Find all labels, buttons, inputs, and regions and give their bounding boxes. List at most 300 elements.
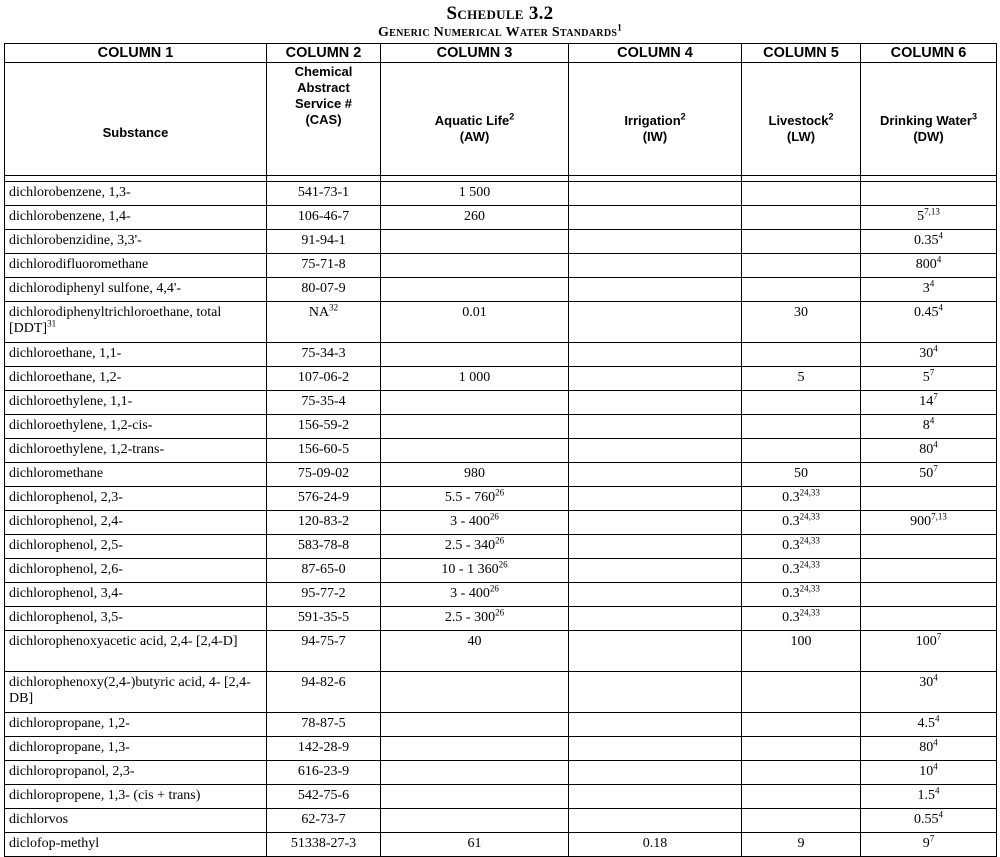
cas-cell-value: 78-87-5	[301, 716, 346, 731]
livestock-cell	[742, 415, 861, 439]
livestock-cell	[742, 672, 861, 713]
substance-cell	[5, 206, 267, 230]
table-row	[5, 672, 997, 713]
cas-cell-value: 94-75-7	[301, 634, 346, 649]
cas-cell	[267, 343, 381, 367]
drinking-water-cell-footnote: 4	[933, 737, 938, 748]
substance-cell-value: dichlorodiphenyltrichloroethane, total [DDT]	[9, 305, 222, 336]
title-block	[0, 0, 1000, 41]
aquatic-life-cell	[381, 511, 569, 535]
aquatic-life-cell	[381, 206, 569, 230]
drinking-water-cell-footnote: 7	[936, 631, 942, 642]
cas-cell-value: 75-71-8	[301, 257, 346, 272]
livestock-cell	[742, 391, 861, 415]
drinking-water-cell-footnote: 4	[929, 278, 935, 289]
page-subtitle-footnote: 1	[617, 22, 623, 33]
cas-cell	[267, 535, 381, 559]
livestock-cell	[742, 302, 861, 343]
table-row	[5, 343, 997, 367]
drinking-water-cell-value: 30	[919, 346, 934, 361]
drinking-water-cell-footnote: 4	[938, 809, 943, 820]
aquatic-life-cell	[381, 713, 569, 737]
cas-cell-value: 106-46-7	[297, 209, 350, 224]
aquatic-life-cell	[381, 182, 569, 206]
table-row	[5, 511, 997, 535]
column-6-header: COLUMN 6	[861, 44, 997, 63]
livestock-label	[745, 113, 857, 129]
cas-cell	[267, 278, 381, 302]
cas-cell-value: 75-35-4	[301, 394, 346, 409]
irrigation-cell	[569, 487, 742, 511]
drinking-water-cell	[861, 391, 997, 415]
irrigation-cell	[569, 713, 742, 737]
substance-cell-value: dichloropropane, 1,3-	[9, 740, 130, 755]
drinking-water-cell-value: 9	[922, 836, 930, 851]
irrigation-cell-value: 0.18	[642, 836, 668, 851]
drinking-water-cell	[861, 672, 997, 713]
drinking-water-cell-footnote: 7,13	[931, 511, 947, 522]
irrigation-cell	[569, 631, 742, 672]
livestock-header	[742, 63, 861, 176]
livestock-cell	[742, 559, 861, 583]
substance-cell-value: dichloropropane, 1,2-	[9, 716, 130, 731]
substance-cell-value: dichlorophenoxyacetic acid, 2,4- [2,4-D]	[9, 634, 238, 649]
drinking-water-cell	[861, 463, 997, 487]
table-row	[5, 254, 997, 278]
livestock-cell-value: 100	[790, 634, 812, 649]
aquatic-life-cell	[381, 761, 569, 785]
aquatic-life-cell-value: 260	[464, 209, 485, 224]
irrigation-cell	[569, 559, 742, 583]
table-body	[5, 182, 997, 857]
drinking-water-footnote: 3	[971, 111, 977, 122]
livestock-cell	[742, 367, 861, 391]
aquatic-life-cell	[381, 535, 569, 559]
drinking-water-cell-footnote: 7	[933, 463, 938, 474]
aquatic-life-cell	[381, 439, 569, 463]
aquatic-life-cell-footnote: 26	[489, 511, 499, 522]
cas-cell-value: 576-24-9	[297, 490, 350, 505]
irrigation-cell	[569, 535, 742, 559]
cas-cell-value: 80-07-9	[301, 281, 346, 296]
livestock-cell-value: 0.3	[782, 586, 800, 601]
livestock-cell	[742, 182, 861, 206]
cas-header-line: Service #	[294, 96, 353, 111]
table-row	[5, 583, 997, 607]
livestock-cell	[742, 487, 861, 511]
irrigation-cell	[569, 391, 742, 415]
drinking-water-label	[864, 113, 993, 129]
substance-cell	[5, 487, 267, 511]
cas-cell-value: 583-78-8	[297, 538, 350, 553]
table-row	[5, 631, 997, 672]
substance-cell	[5, 182, 267, 206]
substance-cell-value: dichlorobenzene, 1,3-	[9, 185, 131, 200]
livestock-cell-value: 0.3	[782, 490, 800, 505]
cas-cell-value: 107-06-2	[297, 370, 350, 385]
substance-cell	[5, 672, 267, 713]
irrigation-code: (IW)	[642, 129, 668, 144]
substance-cell-value: dichlorobenzene, 1,4-	[9, 209, 131, 224]
drinking-water-cell-footnote: 4	[935, 713, 940, 724]
cas-cell	[267, 391, 381, 415]
livestock-cell	[742, 439, 861, 463]
substance-cell-value: dichloroethylene, 1,1-	[9, 394, 133, 409]
drinking-water-cell	[861, 833, 997, 857]
drinking-water-cell	[861, 583, 997, 607]
livestock-cell	[742, 535, 861, 559]
column-5-header: COLUMN 5	[742, 44, 861, 63]
substance-cell	[5, 761, 267, 785]
aquatic-life-label	[384, 113, 565, 129]
drinking-water-cell	[861, 535, 997, 559]
drinking-water-cell	[861, 415, 997, 439]
cas-cell	[267, 487, 381, 511]
drinking-water-cell	[861, 278, 997, 302]
irrigation-cell	[569, 785, 742, 809]
cas-cell	[267, 785, 381, 809]
livestock-cell-value: 0.3	[782, 562, 800, 577]
livestock-cell	[742, 278, 861, 302]
cas-header-line: Chemical	[294, 64, 353, 79]
drinking-water-cell-value: 0.35	[914, 233, 939, 248]
cas-cell	[267, 182, 381, 206]
livestock-cell	[742, 511, 861, 535]
column-1-header: COLUMN 1	[5, 44, 267, 63]
drinking-water-cell	[861, 809, 997, 833]
substance-cell-value: dichloromethane	[9, 466, 104, 481]
aquatic-life-cell	[381, 737, 569, 761]
drinking-water-code: (DW)	[913, 129, 944, 144]
drinking-water-cell	[861, 254, 997, 278]
substance-cell-value: dichlorvos	[9, 812, 69, 827]
table-row	[5, 391, 997, 415]
drinking-water-cell-footnote: 4	[936, 254, 942, 265]
substance-cell	[5, 809, 267, 833]
drinking-water-cell-value: 5	[922, 370, 930, 385]
substance-cell-value: dichlorodifluoromethane	[9, 257, 149, 272]
aquatic-life-label-text: Aquatic Life	[434, 113, 510, 128]
substance-cell-value: dichloroethane, 1,1-	[9, 346, 122, 361]
irrigation-cell	[569, 230, 742, 254]
cas-cell	[267, 302, 381, 343]
aquatic-life-cell-value: 40	[467, 634, 482, 649]
aquatic-life-cell-value: 3 - 400	[450, 586, 490, 601]
table-row	[5, 559, 997, 583]
drinking-water-cell-footnote: 7,13	[924, 206, 940, 217]
table-row	[5, 302, 997, 343]
livestock-cell	[742, 833, 861, 857]
aquatic-life-cell	[381, 785, 569, 809]
table-row	[5, 182, 997, 206]
aquatic-life-header	[381, 63, 569, 176]
drinking-water-cell	[861, 343, 997, 367]
cas-cell-value: 87-65-0	[301, 562, 346, 577]
livestock-cell	[742, 809, 861, 833]
irrigation-cell	[569, 302, 742, 343]
livestock-cell-value: 9	[797, 836, 805, 851]
table-row	[5, 463, 997, 487]
drinking-water-label-text: Drinking Water	[880, 113, 972, 128]
aquatic-life-cell	[381, 672, 569, 713]
livestock-cell-value: 30	[794, 305, 808, 320]
page-subtitle-text: Generic Numerical Water Standards	[377, 25, 618, 40]
table-row	[5, 761, 997, 785]
substance-cell-value: dichloropropene, 1,3- (cis + trans)	[9, 788, 201, 803]
substance-cell-value: dichloroethylene, 1,2-cis-	[9, 418, 153, 433]
cas-cell	[267, 672, 381, 713]
drinking-water-cell-footnote: 4	[929, 415, 935, 426]
aquatic-life-cell	[381, 343, 569, 367]
drinking-water-cell-value: 4.5	[917, 716, 935, 731]
cas-cell	[267, 809, 381, 833]
substance-cell-value: dichlorobenzidine, 3,3'-	[9, 233, 142, 248]
substance-cell	[5, 833, 267, 857]
substance-cell-value: dichlorophenol, 2,6-	[9, 562, 123, 577]
substance-cell-value: dichlorophenol, 3,4-	[9, 586, 123, 601]
drinking-water-cell	[861, 439, 997, 463]
substance-cell	[5, 367, 267, 391]
column-number-row	[5, 44, 997, 63]
column-3-header: COLUMN 3	[381, 44, 569, 63]
drinking-water-cell-footnote: 7	[933, 391, 938, 402]
irrigation-cell	[569, 206, 742, 230]
substance-cell-value: dichloropropanol, 2,3-	[9, 764, 135, 779]
livestock-cell-footnote: 24,33	[799, 535, 820, 546]
livestock-cell-value: 5	[797, 370, 805, 385]
irrigation-label	[572, 113, 738, 129]
cas-cell-value: 120-83-2	[297, 514, 350, 529]
drinking-water-cell	[861, 737, 997, 761]
drinking-water-cell-value: 900	[910, 514, 932, 529]
aquatic-life-cell	[381, 607, 569, 631]
aquatic-life-footnote: 2	[509, 111, 515, 122]
drinking-water-cell-value: 5	[917, 209, 925, 224]
irrigation-cell	[569, 278, 742, 302]
cas-cell	[267, 631, 381, 672]
cas-cell-value: 616-23-9	[297, 764, 350, 779]
livestock-cell	[742, 230, 861, 254]
page-subtitle	[0, 22, 1000, 41]
irrigation-footnote: 2	[680, 111, 686, 122]
cas-cell-value: 91-94-1	[301, 233, 346, 248]
cas-cell-value: NA	[308, 305, 330, 320]
drinking-water-cell	[861, 761, 997, 785]
column-4-header: COLUMN 4	[569, 44, 742, 63]
irrigation-cell	[569, 672, 742, 713]
substance-cell-footnote: 31	[47, 318, 57, 329]
drinking-water-cell-footnote: 4	[933, 761, 938, 772]
substance-cell	[5, 254, 267, 278]
drinking-water-cell-value: 1.5	[917, 788, 935, 803]
substance-cell	[5, 343, 267, 367]
aquatic-life-cell	[381, 487, 569, 511]
cas-cell-value: 542-75-6	[297, 788, 350, 803]
livestock-cell	[742, 343, 861, 367]
livestock-cell-footnote: 24,33	[799, 511, 820, 522]
livestock-cell-footnote: 24,33	[799, 583, 820, 594]
table-row	[5, 367, 997, 391]
drinking-water-cell-value: 800	[915, 257, 937, 272]
aquatic-life-cell-value: 10 - 1 360	[441, 562, 499, 577]
substance-cell-value: dichlorophenol, 2,3-	[9, 490, 123, 505]
livestock-cell-value: 0.3	[782, 538, 800, 553]
irrigation-cell	[569, 607, 742, 631]
livestock-cell-value: 0.3	[782, 610, 800, 625]
cas-cell-footnote: 32	[329, 302, 339, 313]
cas-cell	[267, 713, 381, 737]
drinking-water-cell-footnote: 4	[938, 302, 943, 313]
irrigation-cell	[569, 583, 742, 607]
irrigation-header	[569, 63, 742, 176]
cas-cell-value: 95-77-2	[301, 586, 346, 601]
irrigation-cell	[569, 511, 742, 535]
substance-cell-value: dichlorophenol, 2,5-	[9, 538, 123, 553]
drinking-water-cell	[861, 631, 997, 672]
aquatic-life-cell	[381, 254, 569, 278]
substance-cell	[5, 463, 267, 487]
aquatic-life-cell-value: 2.5 - 300	[444, 610, 496, 625]
drinking-water-cell-value: 14	[919, 394, 934, 409]
livestock-cell	[742, 761, 861, 785]
aquatic-life-cell	[381, 278, 569, 302]
irrigation-label-text: Irrigation	[624, 113, 681, 128]
column-label-row	[5, 63, 997, 176]
livestock-cell-value: 0.3	[782, 514, 800, 529]
aquatic-life-cell-value: 5.5 - 760	[444, 490, 496, 505]
drinking-water-cell	[861, 713, 997, 737]
irrigation-cell	[569, 415, 742, 439]
drinking-water-cell-value: 80	[919, 442, 934, 457]
aquatic-life-cell-footnote: 26	[489, 583, 499, 594]
drinking-water-cell-footnote: 4	[935, 785, 940, 796]
aquatic-life-cell-value: 980	[464, 466, 485, 481]
substance-cell	[5, 737, 267, 761]
irrigation-cell	[569, 761, 742, 785]
drinking-water-cell-value: 100	[915, 634, 937, 649]
substance-cell	[5, 391, 267, 415]
table-row	[5, 833, 997, 857]
irrigation-cell	[569, 182, 742, 206]
drinking-water-cell	[861, 367, 997, 391]
drinking-water-cell	[861, 206, 997, 230]
cas-header	[267, 63, 381, 176]
substance-cell-value: dichlorophenol, 2,4-	[9, 514, 123, 529]
drinking-water-cell-footnote: 7	[929, 833, 935, 844]
drinking-water-cell	[861, 785, 997, 809]
table-row	[5, 415, 997, 439]
column-2-header: COLUMN 2	[267, 44, 381, 63]
livestock-cell	[742, 737, 861, 761]
cas-cell-value: 156-60-5	[297, 442, 350, 457]
cas-cell-value: 75-09-02	[297, 466, 350, 481]
substance-cell-value: dichloroethylene, 1,2-trans-	[9, 442, 165, 457]
aquatic-life-cell-footnote: 26	[498, 559, 508, 570]
irrigation-cell	[569, 809, 742, 833]
aquatic-life-cell-footnote: 26	[495, 535, 505, 546]
cas-cell	[267, 559, 381, 583]
page-title: Schedule 3.2	[446, 3, 554, 24]
substance-cell	[5, 511, 267, 535]
drinking-water-cell	[861, 230, 997, 254]
aquatic-life-code: (AW)	[459, 129, 490, 144]
aquatic-life-cell	[381, 391, 569, 415]
table-row	[5, 713, 997, 737]
drinking-water-cell-footnote: 4	[933, 343, 938, 354]
substance-cell-value: dichlorodiphenyl sulfone, 4,4'-	[9, 281, 182, 296]
cas-cell-value: 75-34-3	[301, 346, 346, 361]
substance-cell-value: dichloroethane, 1,2-	[9, 370, 122, 385]
livestock-cell-value: 50	[794, 466, 808, 481]
aquatic-life-cell	[381, 631, 569, 672]
cas-cell	[267, 833, 381, 857]
drinking-water-cell-value: 10	[919, 764, 934, 779]
substance-cell	[5, 631, 267, 672]
drinking-water-cell-value: 8	[922, 418, 930, 433]
cas-cell	[267, 206, 381, 230]
irrigation-cell	[569, 833, 742, 857]
drinking-water-header	[861, 63, 997, 176]
table-row	[5, 487, 997, 511]
substance-cell	[5, 559, 267, 583]
cas-cell	[267, 463, 381, 487]
livestock-label-text: Livestock	[768, 113, 829, 128]
substance-cell	[5, 713, 267, 737]
cas-cell-value: 94-82-6	[301, 675, 346, 690]
substance-cell-value: dichlorophenoxy(2,4-)butyric acid, 4- [2,4-DB]	[9, 675, 251, 706]
cas-cell	[267, 583, 381, 607]
drinking-water-cell-value: 30	[919, 675, 934, 690]
livestock-cell	[742, 206, 861, 230]
cas-cell-value: 142-28-9	[297, 740, 350, 755]
table-row	[5, 206, 997, 230]
substance-cell	[5, 302, 267, 343]
aquatic-life-cell-footnote: 26	[495, 607, 505, 618]
drinking-water-cell-value: 0.55	[914, 812, 939, 827]
livestock-footnote: 2	[828, 111, 834, 122]
aquatic-life-cell-value: 0.01	[462, 305, 487, 320]
aquatic-life-cell	[381, 463, 569, 487]
substance-cell	[5, 607, 267, 631]
aquatic-life-cell-value: 2.5 - 340	[444, 538, 496, 553]
livestock-cell	[742, 713, 861, 737]
livestock-code: (LW)	[786, 129, 816, 144]
drinking-water-cell-footnote: 4	[933, 672, 938, 683]
irrigation-cell	[569, 367, 742, 391]
drinking-water-cell-footnote: 4	[938, 230, 943, 241]
cas-cell-value: 591-35-5	[297, 610, 350, 625]
cas-cell-value: 62-73-7	[301, 812, 346, 827]
aquatic-life-cell	[381, 302, 569, 343]
cas-cell	[267, 761, 381, 785]
cas-cell	[267, 737, 381, 761]
drinking-water-cell	[861, 511, 997, 535]
substance-cell-value: diclofop-methyl	[9, 836, 100, 851]
drinking-water-cell-value: 50	[919, 466, 934, 481]
aquatic-life-cell-footnote: 26	[495, 487, 505, 498]
aquatic-life-cell-value: 1 000	[458, 370, 491, 385]
aquatic-life-cell-value: 1 500	[458, 185, 491, 200]
drinking-water-cell-value: 3	[922, 281, 930, 296]
cas-cell	[267, 367, 381, 391]
substance-cell-value: dichlorophenol, 3,5-	[9, 610, 123, 625]
table-row	[5, 439, 997, 463]
irrigation-cell	[569, 737, 742, 761]
livestock-cell-footnote: 24,33	[799, 559, 820, 570]
cas-cell	[267, 439, 381, 463]
substance-cell	[5, 278, 267, 302]
livestock-cell-footnote: 24,33	[799, 607, 820, 618]
